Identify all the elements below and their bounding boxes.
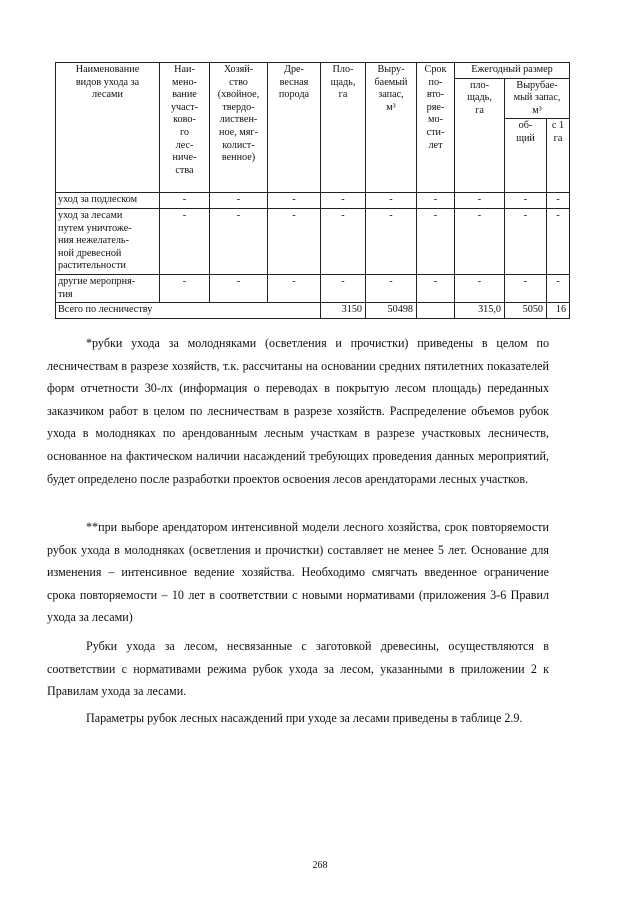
forest-care-table [55,62,570,319]
row-name: другие меропрня- тия [56,274,160,302]
header-care-type: Наименование видов ухода за лесами [56,63,160,193]
table-cell: - [321,274,366,302]
table-cell: - [160,274,210,302]
total-stock: 50498 [366,303,417,319]
total-annual-area: 315,0 [455,303,505,319]
total-annual-stock: 5050 [505,303,547,319]
table-cell: - [455,193,505,209]
header-term: Срок по- вто- ряе- мо- сти- лет [417,63,455,193]
table-cell: - [366,274,417,302]
table-cell: - [210,208,268,274]
header-annual-area: пло- щадь, га [455,78,505,193]
total-area: 3150 [321,303,366,319]
table-cell: - [160,193,210,209]
header-annual-stock: Вырубае- мый запас, м³ [505,78,570,119]
table-cell: - [268,208,321,274]
table-cell: - [455,208,505,274]
row-name: уход за подлеском [56,193,160,209]
table-cell: - [547,208,570,274]
table-row [56,274,570,302]
paragraph-text: *рубки ухода за молодняками (осветления и прочистки) приведены в целом по лесничествам в разрезе хозяйств, т.к. рассчитаны на основании средних пятилетних показателей форм отчетности 30-лх (информация о переводах в покрытую лесом площадь) переданных заказчиком работ в целом по лесничествам в разрезе хозяйств. Распределение объемов рубок ухода в молодняках по арендованным лесным участкам в разрезе участковых лесничеств, основанное на фактическом наличии насаждений требующих проведения данных мероприятий, будет определено после разработки проектов освоения лесов арендаторами лесных участков. [47,336,549,486]
table-row [56,193,570,209]
paragraph-table-ref [47,707,549,730]
table-cell: - [268,274,321,302]
table-cell: - [505,274,547,302]
header-species: Дре- весная порода [268,63,321,193]
table-cell: - [417,208,455,274]
header-annual-total: об- щий [505,119,547,193]
header-annual-per-ha: с 1 га [547,119,570,193]
table-cell: - [455,274,505,302]
footnote-2 [47,516,549,629]
paragraph-text: Параметры рубок лесных насаждений при уходе за лесами приведены в таблице 2.9. [86,711,523,725]
total-term [417,303,455,319]
table-header-row [56,63,570,79]
table-cell: - [160,208,210,274]
table-cell: - [417,193,455,209]
header-stock: Выру- баемый запас, м³ [366,63,417,193]
total-label: Всего по лесничеству [56,303,321,319]
table-cell: - [505,208,547,274]
table-row [56,208,570,274]
paragraph-text: Рубки ухода за лесом, несвязанные с заготовкой древесины, осуществляются в соответствии с нормативами режима рубок ухода за лесом, указанными в приложении 2 к Правилам ухода за лесами. [47,639,549,699]
row-name: уход за лесами путем уничтоже- ния нежелатель- ной древесной растительности [56,208,160,274]
table-cell: - [321,193,366,209]
table-cell: - [547,193,570,209]
table-cell: - [417,274,455,302]
header-district: Наи- мено- вание участ- ково- го лес- ниче- ства [160,63,210,193]
table-cell: - [366,193,417,209]
footnote-1 [47,332,549,490]
table-cell: - [321,208,366,274]
page-number: 268 [312,860,328,871]
total-annual-per-ha: 16 [547,303,570,319]
table-cell: - [547,274,570,302]
header-area: Пло- щадь, га [321,63,366,193]
table-cell: - [210,193,268,209]
table-total-row [56,303,570,319]
header-annual: Ежегодный размер [455,63,570,79]
paragraph-care-norms [47,635,549,703]
table-cell: - [366,208,417,274]
header-economy: Хозяй- ство (хвойное, твердо- листвен- ное, мяг- колист- венное) [210,63,268,193]
paragraph-text: **при выборе арендатором интенсивной модели лесного хозяйства, срок повторяемости рубок ухода в молодняках (осветления и прочистки) составляет не менее 5 лет. Основание для изменения – интенсивное ведение хозяйства. Необходимо смягчать введенное ограничение срока повторяемости – 10 лет в соответствии с новыми нормативами (приложения 3-6 Правил ухода за лесами) [47,520,549,625]
table-cell: - [268,193,321,209]
table-cell: - [505,193,547,209]
table-cell: - [210,274,268,302]
